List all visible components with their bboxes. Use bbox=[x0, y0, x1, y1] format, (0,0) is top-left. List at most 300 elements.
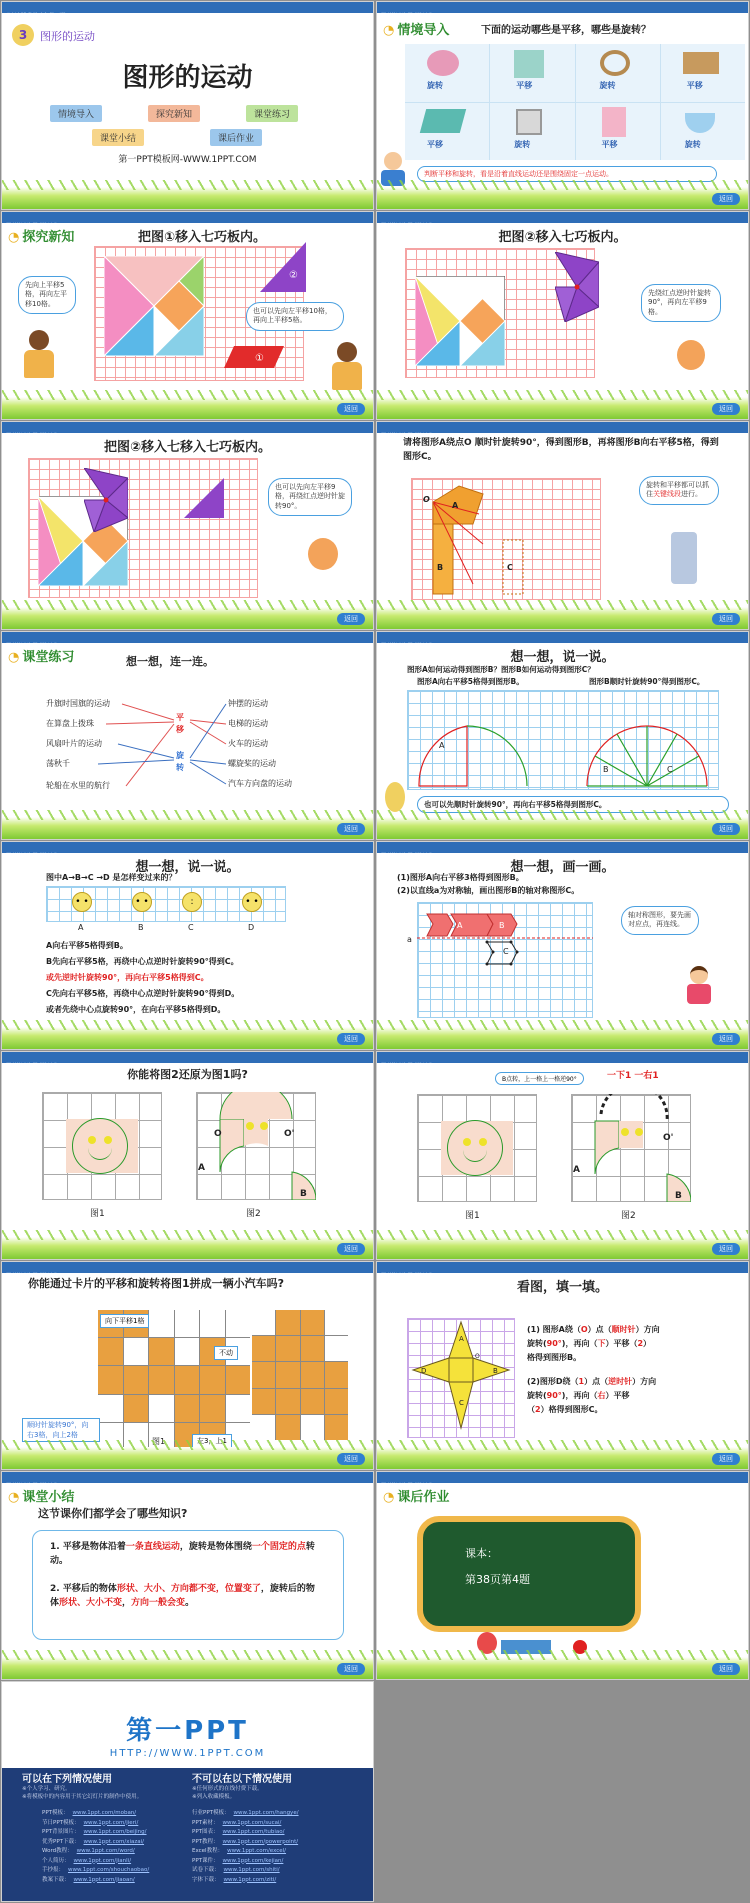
summary-key: 一条直线运动 bbox=[125, 1542, 180, 1552]
unit-label: 图形的运动 bbox=[40, 30, 95, 43]
summary-key: 方向一般会变 bbox=[131, 1598, 186, 1609]
link-url[interactable]: www.1ppt.com/jianli/ bbox=[73, 1857, 132, 1864]
fill-text: 旋转( bbox=[527, 1339, 547, 1348]
link-label: 手抄报： bbox=[42, 1867, 65, 1873]
draw-question-1: (1)图形A向右平移3格得到图形B。 bbox=[397, 873, 524, 882]
left-item: 在算盘上拨珠 bbox=[46, 719, 94, 728]
eye-icon bbox=[104, 1136, 112, 1144]
slide-practice-match bbox=[1, 631, 374, 840]
summary-text: 。 bbox=[185, 1598, 195, 1609]
link-url[interactable]: www.1ppt.com/excel/ bbox=[227, 1848, 287, 1854]
link-label: 行业PPT模板： bbox=[192, 1810, 230, 1816]
link-url[interactable]: www.1ppt.com/sucai/ bbox=[222, 1819, 282, 1826]
slide-title: 看图，填一填。 bbox=[516, 1280, 608, 1295]
face-label: A bbox=[78, 923, 84, 932]
cartoon-peach bbox=[677, 340, 705, 370]
slide-intro bbox=[376, 1, 749, 210]
match-lines bbox=[2, 632, 374, 840]
cartoon-peach bbox=[308, 538, 338, 570]
fill-answer: 右 bbox=[597, 1391, 606, 1400]
motion-card bbox=[661, 44, 745, 102]
slide-title: 你能将图2还原为图1吗? bbox=[127, 1068, 248, 1081]
mini-tag: 图形的运动 图形的运动 bbox=[6, 1273, 58, 1279]
label-c: C bbox=[507, 563, 513, 572]
cover-footer: 第一PPT模板网-WWW.1PPT.COM bbox=[118, 155, 257, 165]
smiley-face bbox=[447, 1120, 503, 1176]
nav-intro-button[interactable]: 情境导入 bbox=[50, 105, 102, 122]
link-row[interactable] bbox=[42, 1828, 182, 1838]
student-girl bbox=[687, 966, 711, 1010]
slide-title: 想一想，连一连。 bbox=[126, 655, 214, 668]
slide-summary bbox=[1, 1471, 374, 1680]
fill-text: )，再向（ bbox=[561, 1339, 598, 1348]
section-label: ◔ 课后作业 bbox=[383, 1486, 449, 1505]
piece-2-triangle bbox=[184, 478, 224, 518]
grass-decoration bbox=[2, 1657, 373, 1679]
figure-2-caption: 图2 bbox=[246, 1209, 261, 1219]
label-a: A bbox=[439, 741, 445, 750]
fill-text: )，再向（ bbox=[561, 1391, 598, 1400]
slide-title: 把图①移入七巧板内。 bbox=[137, 230, 266, 245]
eye-icon bbox=[479, 1138, 487, 1146]
mini-tag: 图形的运动 图形的运动 bbox=[381, 1273, 433, 1279]
label-b: B bbox=[493, 1367, 498, 1375]
slide-explore-1 bbox=[1, 211, 374, 420]
slide-credits bbox=[1, 1681, 374, 1902]
tag-move-down: 向下平移1格 bbox=[100, 1314, 149, 1328]
mini-tag: 图形的运动 图形的运动 bbox=[6, 1483, 58, 1489]
motion-card bbox=[405, 44, 489, 102]
left-item: 风扇叶片的运动 bbox=[46, 739, 102, 748]
fan-icon bbox=[427, 50, 459, 76]
mini-tag: 图形的运动 图形的运动 bbox=[381, 1483, 433, 1489]
window-icon bbox=[514, 50, 544, 78]
return-button[interactable]: 返回 bbox=[712, 1033, 740, 1045]
fill-line-4 bbox=[527, 1376, 656, 1388]
mini-tag: 图形的运动 图形的运动 bbox=[381, 13, 433, 19]
slide-practice-fan bbox=[376, 631, 749, 840]
sink-icon bbox=[685, 113, 715, 133]
summary-point-2 bbox=[50, 1582, 320, 1611]
summary-key: 一个固定的点 bbox=[251, 1542, 306, 1552]
link-row[interactable] bbox=[42, 1847, 182, 1857]
cartoon-pear bbox=[385, 782, 405, 812]
slide-fill-blank bbox=[376, 1261, 749, 1470]
link-row[interactable] bbox=[192, 1857, 362, 1867]
fill-answer: 逆时针 bbox=[608, 1377, 633, 1386]
slide-car-puzzle bbox=[1, 1261, 374, 1470]
link-row[interactable] bbox=[42, 1819, 182, 1829]
link-row[interactable] bbox=[192, 1866, 362, 1876]
link-row[interactable] bbox=[192, 1847, 362, 1857]
car-result-grid bbox=[252, 1310, 348, 1440]
return-button[interactable]: 返回 bbox=[712, 403, 740, 415]
motion-card bbox=[576, 103, 660, 161]
summary-text: 1. 平移是物体沿着 bbox=[50, 1542, 126, 1552]
fill-text: ）平移 bbox=[605, 1391, 630, 1400]
top-bar bbox=[377, 842, 748, 859]
smiley-face bbox=[72, 1118, 128, 1174]
label-b: B bbox=[300, 1189, 307, 1199]
forbidden-note: ※任何形式的在线付费下载。 bbox=[192, 1786, 263, 1792]
main-title: 图形的运动 bbox=[122, 63, 253, 93]
board-text: 第38页第4题 bbox=[465, 1573, 530, 1586]
return-button[interactable]: 返回 bbox=[712, 1243, 740, 1255]
return-button[interactable]: 返回 bbox=[337, 1033, 365, 1045]
fill-text: 旋转( bbox=[527, 1391, 547, 1400]
teacher-figure bbox=[332, 342, 362, 392]
piece-2-triangle bbox=[260, 242, 306, 292]
answer-line: C先向右平移5格，再绕中心点逆时针旋转90°得到D。 bbox=[46, 989, 240, 998]
return-button[interactable]: 返回 bbox=[712, 613, 740, 625]
figure-2-caption: 图2 bbox=[621, 1211, 636, 1221]
mini-tag: 图形的运动 图形的运动 bbox=[381, 643, 433, 649]
slide-homework bbox=[376, 1471, 749, 1680]
faucet-icon bbox=[516, 109, 542, 135]
link-url[interactable]: www.1ppt.com/xiazai/ bbox=[83, 1838, 145, 1845]
fan-note: 也可以先顺时针旋转90°，再向右平移5格得到图形C。 bbox=[417, 796, 729, 813]
slide-title: 把图②移入七移入七巧板内。 bbox=[103, 440, 271, 455]
fill-text: ）平移（ bbox=[605, 1339, 638, 1348]
slide-cover bbox=[1, 1, 374, 210]
fill-text: ）方向 bbox=[635, 1325, 660, 1334]
grass-decoration bbox=[2, 1447, 373, 1469]
figure-1-caption: 图1 bbox=[465, 1211, 480, 1221]
return-button[interactable]: 返回 bbox=[712, 1663, 740, 1675]
right-item: 钟摆的运动 bbox=[228, 699, 268, 708]
top-bar bbox=[377, 1262, 748, 1279]
allowed-heading: 可以在下列情况使用 bbox=[22, 1774, 112, 1785]
face-label: D bbox=[248, 923, 255, 932]
abacus-icon bbox=[683, 52, 719, 74]
left-item: 轮船在水里的航行 bbox=[46, 781, 110, 790]
grass-decoration bbox=[377, 187, 748, 209]
return-button[interactable]: 返回 bbox=[337, 613, 365, 625]
summary-text: 转动。 bbox=[50, 1542, 315, 1567]
grass-decoration bbox=[377, 1027, 748, 1049]
label-c: C bbox=[459, 1399, 464, 1407]
nav-explore-button[interactable]: 探究新知 bbox=[148, 105, 200, 122]
faces-question: 图中A→B→C →D 是怎样变过来的？ bbox=[46, 873, 177, 882]
fill-text: （ bbox=[527, 1405, 535, 1414]
link-row[interactable] bbox=[192, 1838, 362, 1848]
fill-line-3: 格得到图形B。 bbox=[527, 1353, 582, 1362]
bubble-text-end: 进行。 bbox=[681, 490, 702, 499]
top-bar bbox=[377, 1472, 748, 1489]
face-label: B bbox=[138, 923, 144, 932]
fan-question: 图形A如何运动得到图形B？图形B如何运动得到图形C？ bbox=[407, 665, 595, 674]
left-link-list bbox=[42, 1809, 182, 1885]
grass-decoration bbox=[377, 817, 748, 839]
speech-bubble bbox=[639, 476, 719, 505]
fill-answer: 顺时针 bbox=[611, 1325, 636, 1334]
mini-tag: 图形的运动 图形的运动 bbox=[381, 433, 433, 439]
link-label: Word教程： bbox=[42, 1848, 73, 1854]
escalator-icon bbox=[420, 109, 466, 133]
return-button[interactable]: 返回 bbox=[712, 823, 740, 835]
link-url[interactable]: www.1ppt.com/jieri/ bbox=[83, 1819, 139, 1826]
top-bar bbox=[377, 2, 748, 19]
fill-text: (1) 图形A绕（ bbox=[527, 1325, 581, 1334]
teacher-figure bbox=[24, 330, 54, 380]
fill-answer: 90° bbox=[546, 1339, 562, 1348]
fill-answer: 2 bbox=[535, 1405, 541, 1414]
grass-decoration bbox=[2, 1027, 373, 1049]
fill-answer: 1 bbox=[578, 1377, 585, 1386]
label-b: B bbox=[675, 1191, 682, 1201]
link-url[interactable]: www.1ppt.com/moban/ bbox=[72, 1810, 137, 1816]
nav-practice-button[interactable]: 课堂练习 bbox=[246, 105, 298, 122]
category-rotate: 旋转 bbox=[176, 751, 184, 772]
drawer-icon bbox=[602, 107, 626, 137]
label-c: C bbox=[667, 765, 673, 774]
label-o-prime: O' bbox=[284, 1129, 295, 1139]
motion-label: 平移 bbox=[516, 81, 533, 90]
return-button[interactable]: 返回 bbox=[337, 403, 365, 415]
slide-title: 想一想，说一说。 bbox=[135, 860, 240, 875]
return-button[interactable]: 返回 bbox=[337, 823, 365, 835]
slide-title: 想一想，说一说。 bbox=[510, 650, 615, 665]
link-url[interactable]: www.1ppt.com/hangye/ bbox=[233, 1810, 299, 1816]
link-row[interactable] bbox=[192, 1809, 362, 1819]
link-label: PPT模板： bbox=[42, 1810, 69, 1816]
board-title: 课本： bbox=[465, 1547, 498, 1560]
grass-decoration bbox=[2, 397, 373, 419]
face-label: C bbox=[188, 923, 194, 932]
fill-text: ）点（ bbox=[587, 1325, 612, 1334]
link-label: 优秀PPT下载： bbox=[42, 1838, 80, 1845]
fill-answer: 90° bbox=[546, 1391, 562, 1400]
slide-restore-1 bbox=[1, 1051, 374, 1260]
answer-right: 图形B顺时针旋转90°得到图形C。 bbox=[589, 677, 705, 686]
link-row[interactable] bbox=[192, 1876, 362, 1886]
top-bar bbox=[2, 2, 373, 19]
mini-tag: 图形的运动 图形的运动 bbox=[381, 1063, 433, 1069]
fill-answer: 2 bbox=[637, 1339, 644, 1348]
link-label: 节日PPT模板： bbox=[42, 1819, 80, 1826]
intro-question: 下面的运动哪些是平移，哪些是旋转？ bbox=[481, 25, 651, 36]
piece-1-label: ① bbox=[255, 353, 264, 364]
forbidden-note: ※列入收藏模板。 bbox=[192, 1794, 236, 1800]
fill-answer: O bbox=[580, 1325, 588, 1334]
motion-label: 旋转 bbox=[684, 139, 701, 149]
summary-text: ，旋转后的物体 bbox=[50, 1584, 315, 1609]
label-a: A bbox=[452, 501, 459, 510]
summary-point-1 bbox=[50, 1540, 320, 1569]
figure-1-caption: 图1 bbox=[90, 1209, 105, 1219]
mini-tag: 图形的运动 图形的运动 bbox=[6, 643, 58, 649]
tangram-square bbox=[104, 256, 204, 356]
figure-2-pieces bbox=[571, 1094, 691, 1202]
top-bar bbox=[377, 212, 748, 229]
link-label: 个人简历： bbox=[42, 1857, 70, 1864]
unit-number-badge: 3 bbox=[12, 24, 34, 46]
fill-text: ）方向 bbox=[632, 1377, 657, 1386]
return-button[interactable]: 返回 bbox=[337, 1453, 365, 1465]
slide-restore-2 bbox=[376, 1051, 749, 1260]
link-row[interactable] bbox=[42, 1809, 182, 1819]
nav-homework-button[interactable]: 课后作业 bbox=[210, 129, 262, 146]
return-button[interactable]: 返回 bbox=[337, 1243, 365, 1255]
right-item: 螺旋桨的运动 bbox=[228, 759, 276, 768]
motion-label: 旋转 bbox=[599, 81, 616, 90]
forbidden-heading: 不可以在以下情况使用 bbox=[192, 1774, 292, 1785]
right-item: 汽车方向盘的运动 bbox=[228, 779, 292, 788]
cartoon-phone bbox=[671, 532, 697, 584]
label-o: O bbox=[423, 495, 430, 504]
slide-explore-3 bbox=[1, 421, 374, 630]
rotated-piece-fan bbox=[555, 252, 599, 322]
link-url[interactable]: www.1ppt.com/ziti/ bbox=[223, 1876, 277, 1883]
summary-text: 2. 平移后的物体 bbox=[50, 1584, 117, 1594]
grass-decoration bbox=[2, 187, 373, 209]
allowed-note: ※将模板中的内容用于其它幻灯片的制作中使用。 bbox=[22, 1794, 143, 1800]
link-label: PPT教程： bbox=[192, 1838, 219, 1845]
top-bar bbox=[2, 1052, 373, 1069]
link-label: 教案下载： bbox=[42, 1876, 70, 1883]
top-bar bbox=[377, 422, 748, 439]
hint-steps: 一下1 一右1 bbox=[607, 1071, 659, 1081]
piece-2-label: ② bbox=[289, 270, 298, 281]
motion-label: 平移 bbox=[427, 139, 443, 149]
link-label: 试卷下载： bbox=[192, 1867, 220, 1873]
link-row[interactable] bbox=[42, 1876, 182, 1886]
link-row[interactable] bbox=[42, 1838, 182, 1848]
face-a-icon: • • bbox=[72, 892, 92, 912]
fill-text: (2)图形D绕（ bbox=[527, 1377, 579, 1386]
eye-icon bbox=[463, 1138, 471, 1146]
top-bar bbox=[2, 1262, 373, 1279]
link-url[interactable]: www.1ppt.com/tubiao/ bbox=[222, 1829, 285, 1835]
site-logo: 第一PPT bbox=[126, 1716, 249, 1746]
summary-key: 形状、大小不变 bbox=[59, 1598, 123, 1609]
symmetry-figures bbox=[417, 902, 593, 1018]
motion-label: 旋转 bbox=[427, 81, 443, 90]
left-item: 升旗时国旗的运动 bbox=[46, 699, 110, 708]
mini-tag: 图形的运动 图形的运动 bbox=[6, 433, 58, 439]
label-b: B bbox=[499, 921, 505, 930]
grass-decoration bbox=[2, 607, 373, 629]
top-bar bbox=[377, 632, 748, 649]
link-url[interactable]: www.1ppt.com/beijing/ bbox=[83, 1829, 147, 1835]
fill-text: ） bbox=[643, 1339, 652, 1348]
label-b: B bbox=[437, 563, 444, 572]
label-o: O bbox=[475, 1353, 480, 1360]
top-bar bbox=[377, 1052, 748, 1069]
fill-text: ）点（ bbox=[584, 1377, 609, 1386]
slide-practice-faces bbox=[1, 841, 374, 1050]
rotation-figures bbox=[413, 484, 563, 598]
wheel-icon bbox=[600, 50, 630, 76]
label-o-prime: O' bbox=[663, 1133, 674, 1143]
link-url[interactable]: www.1ppt.com/shouchaobao/ bbox=[68, 1867, 150, 1873]
link-url[interactable]: www.1ppt.com/shiti/ bbox=[223, 1867, 280, 1873]
category-translate: 平移 bbox=[176, 713, 184, 734]
link-url[interactable]: www.1ppt.com/jiaoan/ bbox=[73, 1876, 135, 1883]
link-url[interactable]: www.1ppt.com/word/ bbox=[76, 1848, 135, 1854]
label-c: C bbox=[503, 947, 509, 956]
link-label: PPT图表： bbox=[192, 1829, 219, 1835]
speech-bubble-left: 先向上平移5格，再向左平移10格。 bbox=[18, 276, 76, 314]
summary-key: 形状、大小、方向都不变，位置变了 bbox=[116, 1584, 261, 1594]
grass-decoration bbox=[377, 397, 748, 419]
summary-text: ， bbox=[122, 1598, 132, 1609]
label-a: A bbox=[573, 1165, 580, 1175]
slide-title: 你能通过卡片的平移和旋转将图1拼成一辆小汽车吗? bbox=[28, 1277, 285, 1290]
summary-question: 这节课你们都学会了哪些知识? bbox=[38, 1507, 188, 1520]
slide-title: 把图②移入七巧板内。 bbox=[498, 230, 627, 245]
mini-tag: 图形的运动 图形的运动 bbox=[6, 223, 58, 229]
return-button[interactable]: 返回 bbox=[712, 193, 740, 205]
figure-1-grid bbox=[98, 1310, 250, 1450]
link-row[interactable] bbox=[192, 1819, 362, 1829]
top-bar bbox=[2, 212, 373, 229]
speech-bubble: 也可以先向左平移9格，再绕红点逆时针旋转90°。 bbox=[268, 478, 352, 516]
draw-question-2: (2)以直线a为对称轴，画出图形B的轴对称图形C。 bbox=[397, 886, 580, 895]
tag-rotate: 顺时针旋转90°，向右3格，向上2格 bbox=[22, 1418, 100, 1442]
slide-explore-4 bbox=[376, 421, 749, 630]
motion-card bbox=[490, 44, 574, 102]
label-axis-a: a bbox=[407, 935, 412, 944]
piece-1-parallelogram bbox=[224, 346, 284, 368]
top-bar bbox=[2, 1472, 373, 1489]
hint-note: B点转，上一格上一格逆90° bbox=[495, 1072, 584, 1085]
mini-tag: 图形的运动 图形的运动 bbox=[381, 853, 433, 859]
summary-text: ，旋转是物体围绕 bbox=[179, 1542, 252, 1552]
left-item: 荡秋千 bbox=[46, 759, 70, 768]
rotation-question: 请将图形A绕点O 顺时针旋转90°，得到图形B，再将图形B向右平移5格，得到图形C。 bbox=[403, 438, 719, 463]
face-b-icon: • • bbox=[132, 892, 152, 912]
grass-decoration bbox=[377, 1657, 748, 1679]
speech-bubble: 轴对称图形，要先画对应点，再连线。 bbox=[621, 906, 699, 935]
answer-left: 图形A向右平移5格得到图形B。 bbox=[417, 677, 524, 686]
tag-stay: 不动 bbox=[214, 1346, 238, 1360]
rotated-piece-fan bbox=[84, 468, 128, 532]
label-b: B bbox=[603, 765, 609, 774]
link-row[interactable] bbox=[42, 1857, 182, 1867]
motion-card bbox=[576, 44, 660, 102]
fill-text: ）格得到图形C。 bbox=[540, 1405, 603, 1414]
link-label: PPT背景图片： bbox=[42, 1829, 80, 1835]
right-item: 火车的运动 bbox=[228, 739, 268, 748]
right-link-list bbox=[192, 1809, 362, 1885]
link-row[interactable] bbox=[192, 1828, 362, 1838]
header-crumb: 北师大版 数学 六年级 下册 bbox=[6, 13, 66, 19]
section-label: ◔ 课堂练习 bbox=[8, 646, 74, 665]
grass-decoration bbox=[377, 607, 748, 629]
speech-bubble-right: 也可以先向左平移10格，再向上平移5格。 bbox=[246, 302, 344, 331]
top-bar bbox=[2, 842, 373, 859]
fill-line-5 bbox=[527, 1390, 629, 1402]
speech-bubble: 先绕红点逆时针旋转90°，再向左平移9格。 bbox=[641, 284, 721, 322]
allowed-note: ※个人学习、研究。 bbox=[22, 1786, 71, 1792]
link-row[interactable] bbox=[42, 1866, 182, 1876]
fill-answer: 下 bbox=[597, 1339, 606, 1348]
link-url[interactable]: www.1ppt.com/powerpoint/ bbox=[222, 1838, 299, 1845]
return-button[interactable]: 返回 bbox=[337, 1663, 365, 1675]
slide-title: 想一想，画一画。 bbox=[510, 860, 615, 875]
motion-grid bbox=[405, 44, 745, 160]
bubble-keyword: 关键线段 bbox=[653, 490, 681, 499]
nav-summary-button[interactable]: 课堂小结 bbox=[92, 129, 144, 146]
fill-line-2 bbox=[527, 1338, 651, 1350]
label-d: D bbox=[421, 1367, 427, 1375]
motion-card bbox=[490, 103, 574, 161]
mini-tag: 图形的运动 图形的运动 bbox=[6, 1063, 58, 1069]
return-button[interactable]: 返回 bbox=[712, 1453, 740, 1465]
link-label: Excel教程： bbox=[192, 1848, 224, 1854]
link-url[interactable]: www.1ppt.com/kejian/ bbox=[222, 1857, 284, 1864]
